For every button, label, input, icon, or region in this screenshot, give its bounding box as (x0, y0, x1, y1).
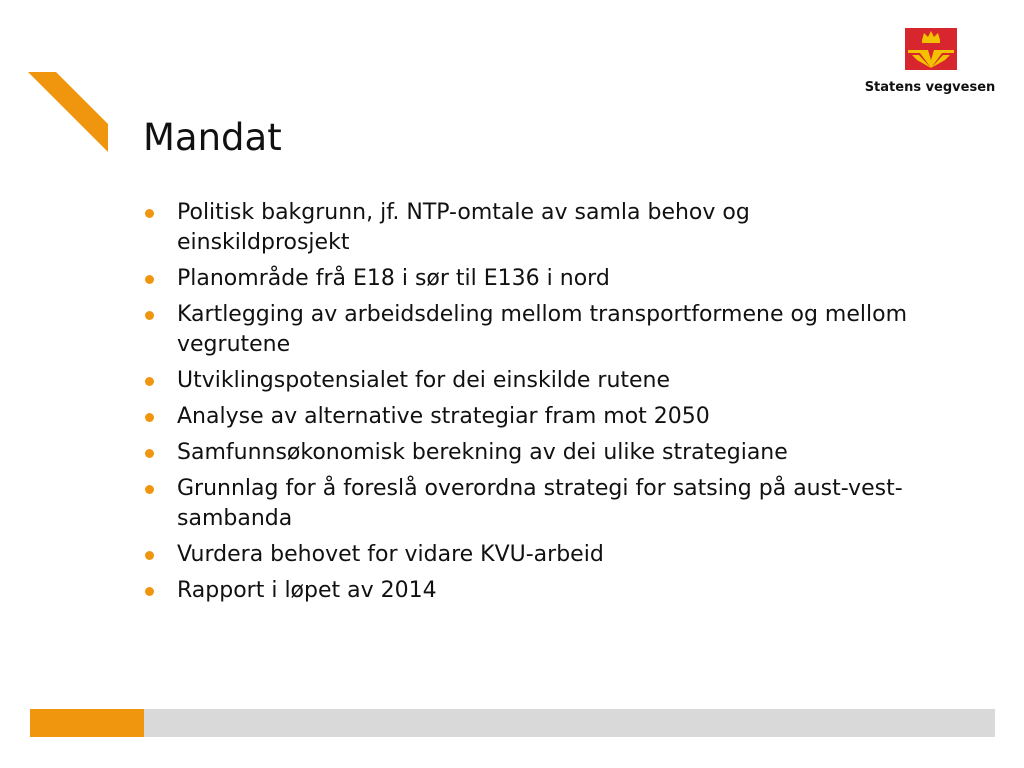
bullet-text: Kartlegging av arbeidsdeling mellom transportformene og mellom vegrutene (177, 302, 907, 357)
statens-vegvesen-logo (862, 24, 998, 100)
bullet-item (143, 300, 923, 360)
bullet-dot-icon (145, 449, 154, 458)
bullet-item (143, 576, 923, 606)
bullet-list (143, 198, 923, 612)
bullet-dot-icon (145, 551, 154, 560)
bullet-text: Utviklingspotensialet for dei einskilde rutene (177, 368, 671, 393)
bullet-dot-icon (145, 275, 154, 284)
bullet-dot-icon (145, 413, 154, 422)
bullet-dot-icon (145, 587, 154, 596)
bullet-item (143, 198, 923, 258)
footer-accent-block (30, 709, 144, 737)
bullet-text: Politisk bakgrunn, jf. NTP-omtale av samla behov og einskildprosjekt (177, 200, 750, 255)
bullet-dot-icon (145, 311, 154, 320)
corner-stripe-decoration (28, 72, 108, 152)
bullet-item (143, 438, 923, 468)
footer-bar (30, 709, 995, 737)
bullet-text: Analyse av alternative strategiar fram mot 2050 (177, 404, 710, 429)
bullet-item (143, 264, 923, 294)
footer-gray-block (144, 709, 995, 737)
bullet-text: Planområde frå E18 i sør til E136 i nord (177, 266, 610, 291)
bullet-item (143, 366, 923, 396)
bullet-dot-icon (145, 377, 154, 386)
bullet-dot-icon (145, 485, 154, 494)
slide-title: Mandat (143, 116, 282, 159)
crown-road-emblem-icon (902, 24, 960, 74)
bullet-text: Vurdera behovet for vidare KVU-arbeid (177, 542, 604, 567)
bullet-item (143, 402, 923, 432)
logo-wordmark: Statens vegvesen (864, 80, 996, 95)
bullet-dot-icon (145, 209, 154, 218)
bullet-text: Samfunnsøkonomisk berekning av dei ulike strategiane (177, 440, 788, 465)
bullet-item (143, 474, 923, 534)
bullet-item (143, 540, 923, 570)
bullet-text: Rapport i løpet av 2014 (177, 578, 437, 603)
bullet-text: Grunnlag for å foreslå overordna strategi for satsing på aust-vest-sambanda (177, 476, 903, 531)
